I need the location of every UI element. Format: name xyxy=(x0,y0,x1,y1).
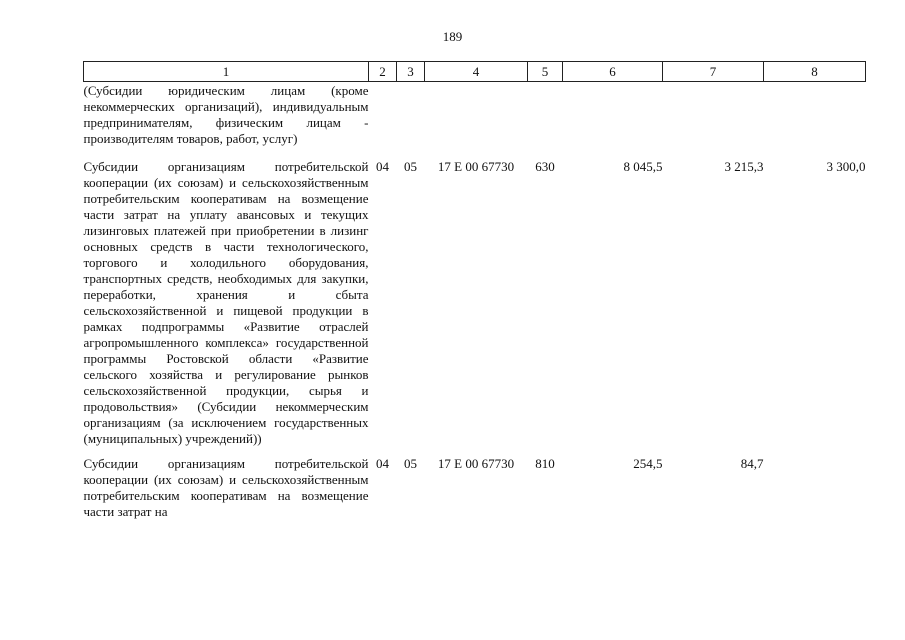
row-section xyxy=(369,82,397,160)
row-subsection: 05 xyxy=(404,456,417,471)
column-header-6: 6 xyxy=(563,62,663,82)
table-row xyxy=(84,82,866,160)
row-expense-type: 810 xyxy=(535,456,555,471)
row-amount-col6: 254,5 xyxy=(633,456,663,471)
row-amount-col6: 8 045,5 xyxy=(623,159,663,174)
row-subsection xyxy=(397,82,425,160)
row-subsection: 05 xyxy=(404,159,417,174)
row-amount-col6 xyxy=(563,82,663,160)
row-amount-col8 xyxy=(764,456,866,520)
row-description: Субсидии организациям потребительской кооперации (их союзам) и сельскохозяйственным потребительским кооперативам на возмещение части затрат на xyxy=(83,456,369,519)
row-target-article: 17 Е 00 67730 xyxy=(437,159,515,174)
row-description: (Субсидии юридическим лицам (кроме некоммерческих организаций), индивидуальным предпринимателям, физическим лицам - производителям товаров, работ, услуг) xyxy=(83,83,369,146)
row-target-article: 17 Е 00 67730 xyxy=(437,456,515,471)
column-header-1: 1 xyxy=(84,62,369,82)
column-header-8: 8 xyxy=(764,62,866,82)
row-amount-col7: 3 215,3 xyxy=(724,159,764,174)
row-description: Субсидии организациям потребительской кооперации (их союзам) и сельскохозяйственным потребительским кооперативам на возмещение части затрат на уплату авансовых и текущих лизинговых платежей при приобретении в лизинг основных средств в части технологического, торгового и холодильного оборудования, транспортных средств, необходимых для закупки, переработки, хранения и сбыта сельскохозяйственной и пищевой продукции в рамках подпрограммы «Развитие отраслей агропромышленного комплекса» государственной программы Ростовской области «Развитие сельского хозяйства и регулирование рынков сельскохозяйственной продукции, сырья и продовольствия» (Субсидии некоммерческим организациям (за исключением государственных (муниципальных) учреждений)) xyxy=(83,159,369,446)
row-section: 04 xyxy=(376,456,389,471)
row-target-article xyxy=(425,82,528,160)
table-row xyxy=(84,456,866,520)
row-expense-type xyxy=(528,82,563,160)
row-amount-col8: 3 300,0 xyxy=(826,159,866,174)
row-amount-col8 xyxy=(764,82,866,160)
budget-table xyxy=(83,61,866,520)
row-amount-col7: 84,7 xyxy=(740,456,764,471)
page-number: 189 xyxy=(442,29,463,44)
column-header-7: 7 xyxy=(663,62,764,82)
table-row xyxy=(84,159,866,456)
row-expense-type: 630 xyxy=(535,159,555,174)
table-header-row xyxy=(84,62,866,82)
column-header-4: 4 xyxy=(425,62,528,82)
column-header-2: 2 xyxy=(369,62,397,82)
column-header-3: 3 xyxy=(397,62,425,82)
row-amount-col7 xyxy=(663,82,764,160)
column-header-5: 5 xyxy=(528,62,563,82)
row-section: 04 xyxy=(376,159,389,174)
